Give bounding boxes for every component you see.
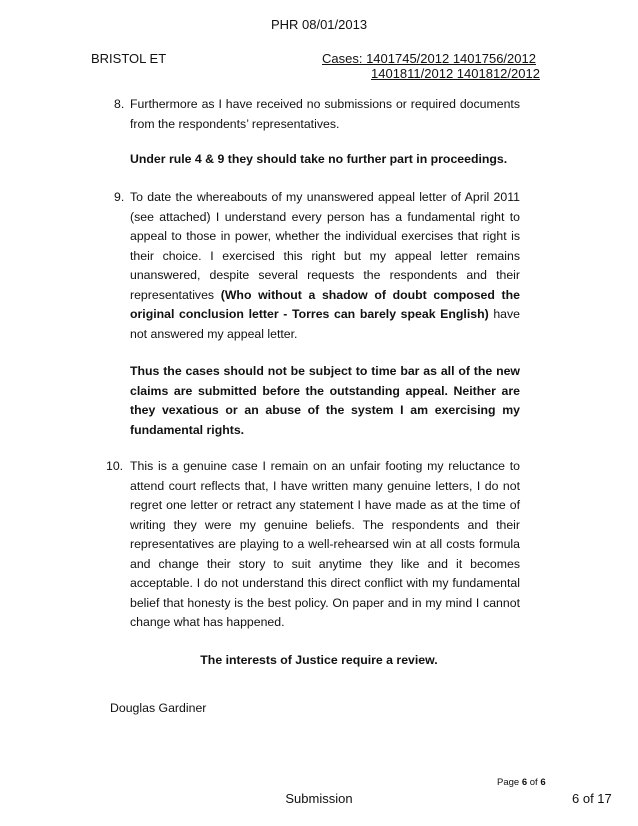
paragraph-9-text-a: To date the whereabouts of my unanswered appeal letter of April 2011 (see attached) I understand every person has a fundamental right to appeal to those in power, whether the individual exercises that right is their choice. I exercised this right but my appeal letter remains unanswered, despite several requests the respondents and their representatives <box>130 190 520 302</box>
paragraph-8-rule: Under rule 4 & 9 they should take no further part in proceedings. <box>130 152 508 166</box>
paragraph-10-text: This is a genuine case I remain on an unfair footing my reluctance to attend court reflects that, I have written many genuine letters, I do not regret one letter or retract any statement I have made as at the time of writing they were my genuine beliefs. The respondents and their representatives are playing to a well-rehearsed win at all costs formula and change their story to suit anytime they like and it becomes acceptable. I do not understand this direct conflict with my fundamental belief that honesty is the best policy. On paper and in my mind I cannot change what has happened. <box>130 459 520 629</box>
paragraph-number-8: 8. <box>114 97 125 111</box>
paragraph-number-9: 9. <box>114 190 125 204</box>
closing-statement: The interests of Justice require a review. <box>200 653 438 667</box>
signature-name: Douglas Gardiner <box>110 701 207 715</box>
footer-page-number: 6 of 17 <box>572 791 612 806</box>
paragraph-9-conclusion: Thus the cases should not be subject to time bar as all of the new claims are submitted before the outstanding appeal. Neither are they vexatious or an abuse of the system I am exercising my fundamental rights. <box>130 364 520 437</box>
case-numbers-line-2: 1401811/2012 1401812/2012 <box>371 66 540 81</box>
paragraph-number-10: 10. <box>106 459 124 473</box>
paragraph-8-text: Furthermore as I have received no submissions or required documents from the respondents’ representatives. <box>130 97 520 131</box>
case-numbers-line-1: Cases: 1401745/2012 1401756/2012 <box>322 51 536 66</box>
paragraph-9-text <box>130 188 520 344</box>
page-of-label: of <box>529 777 538 788</box>
phr-date-header: PHR 08/01/2013 <box>270 17 368 32</box>
footer-title: Submission <box>285 791 353 806</box>
paragraph-9-text-b: have not answered my appeal letter. <box>130 307 520 341</box>
tribunal-name: BRISTOL ET <box>91 51 167 66</box>
paragraph-9-bold-text: (Who without a shadow of doubt composed the original conclusion letter - Torres can barely speak English) <box>130 287 520 321</box>
page-counter <box>497 777 546 789</box>
page-total: 6 <box>540 777 546 788</box>
page-current: 6 <box>521 777 528 788</box>
page-label: Page <box>497 777 520 788</box>
